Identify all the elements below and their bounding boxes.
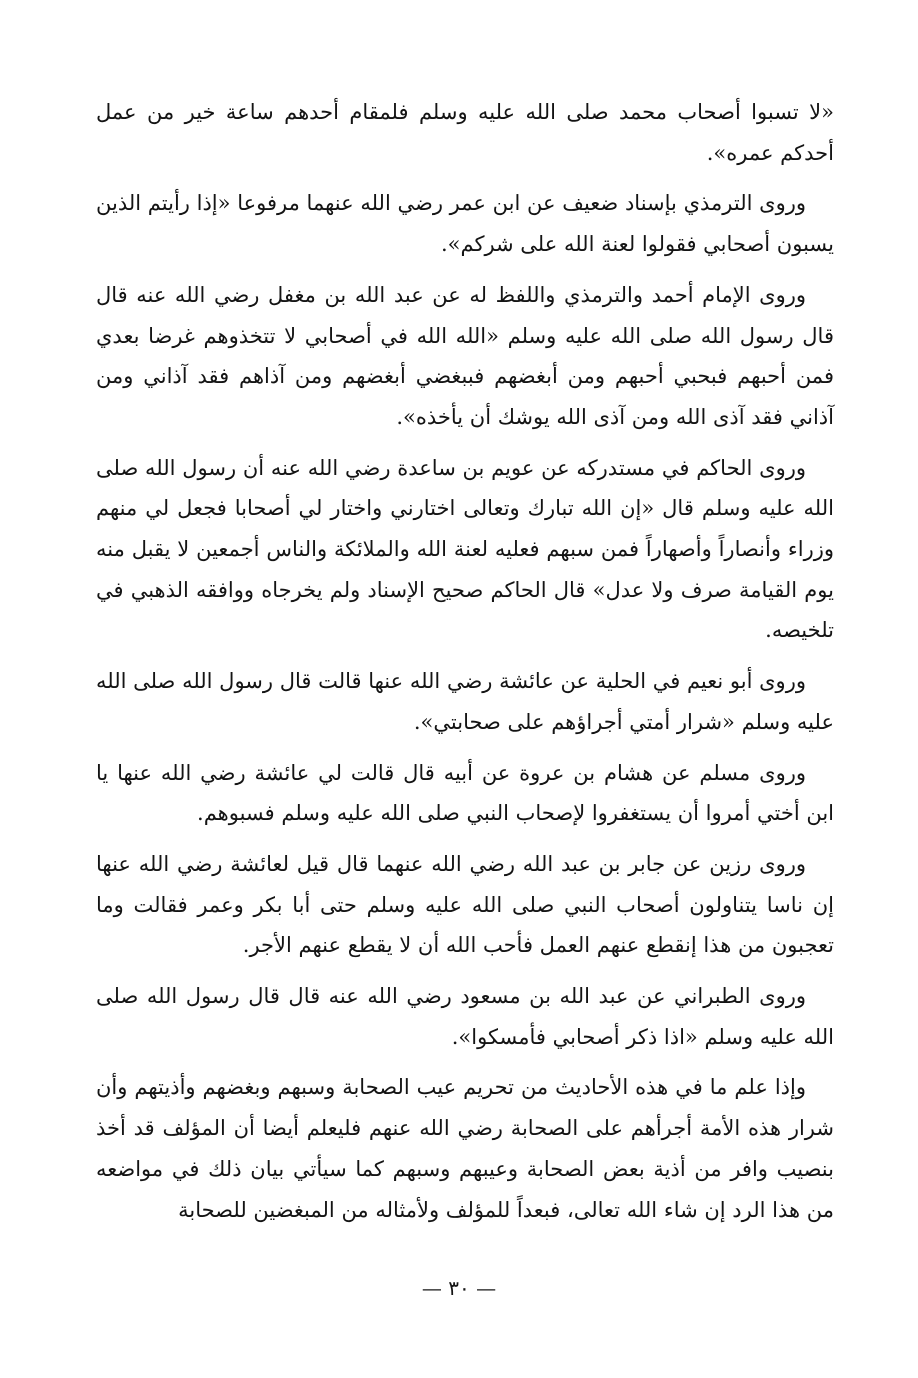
paragraph-6: وروى مسلم عن هشام بن عروة عن أبيه قال قالت لي عائشة رضي الله عنها يا ابن أختي أمروا أن يستغفروا لإصحاب النبي صلى الله عليه وسلم فسبوهم. [96,760,834,826]
arabic-text-body [96,92,834,1240]
paragraph-1: «لا تسبوا أصحاب محمد صلى الله عليه وسلم فلمقام أحدهم ساعة خير من عمل أحدكم عمره». [96,100,834,165]
paragraph-5: وروى أبو نعيم في الحلية عن عائشة رضي الله عنها قالت قال رسول الله صلى الله عليه وسلم «شرار أمتي أجراؤهم على صحابتي». [95,669,834,734]
paragraph-9: وإذا علم ما في هذه الأحاديث من تحريم عيب الصحابة وسبهم وبغضهم وأذيتهم وأن شرار هذه الأمة أجرأهم على الصحابة رضي الله عنهم فليعلم أيضا أن المؤلف قد أخذ بنصيب وافر من أذية بعض الصحابة وعيبهم وسبهم كما سيأتي بيان ذلك في مواضعه من هذا الرد إن شاء الله تعالى، فبعداً للمؤلف ولأمثاله من المبغضين للصحابة [96,1075,834,1222]
paragraph-3: وروى الإمام أحمد والترمذي واللفظ له عن عبد الله بن مغفل رضي الله عنه قال قال رسول الله صلى الله عليه وسلم «الله الله في أصحابي لا تتخذوهم غرضا بعدي فمن أحبهم فبحبي أحبهم ومن أبغضهم فببغضي أبغضهم ومن آذاهم فقد آذاني ومن آذاني فقد آذى الله ومن آذى الله يوشك أن يأخذه». [96,282,834,429]
paragraph-2: وروى الترمذي بإسناد ضعيف عن ابن عمر رضي الله عنهما مرفوعا «إذا رأيتم الذين يسبون أصحابي فقولوا لعنة الله على شركم». [96,191,834,257]
paragraph-7: وروى رزين عن جابر بن عبد الله رضي الله عنهما قال قيل لعائشة رضي الله عنها إن ناسا يتناولون أصحاب النبي صلى الله عليه وسلم حتى أبا بكر وعمر فقالت وما تعجبون من هذا إنقطع عنهم العمل فأحب الله أن لا يقطع عنهم الأجر. [96,851,834,958]
page-number: — ٣٠ — [421,1276,497,1300]
paragraph-8: وروى الطبراني عن عبد الله بن مسعود رضي الله عنه قال قال رسول الله صلى الله عليه وسلم «اذا ذكر أصحابي فأمسكوا». [96,984,834,1049]
paragraph-4: وروى الحاكم في مستدركه عن عويم بن ساعدة رضي الله عنه أن رسول الله صلى الله عليه وسلم قال «إن الله تبارك وتعالى اختارني واختار لي أصحابا فجعل لي منهم وزراء وأنصاراً وأصهاراً فمن سبهم فعليه لعنة الله والملائكة والناس أجمعين لا يقبل منه يوم القيامة صرف ولا عدل» قال الحاكم صحيح الإسناد ولم يخرجاه ووافقه الذهبي في تلخيصه. [96,455,834,643]
